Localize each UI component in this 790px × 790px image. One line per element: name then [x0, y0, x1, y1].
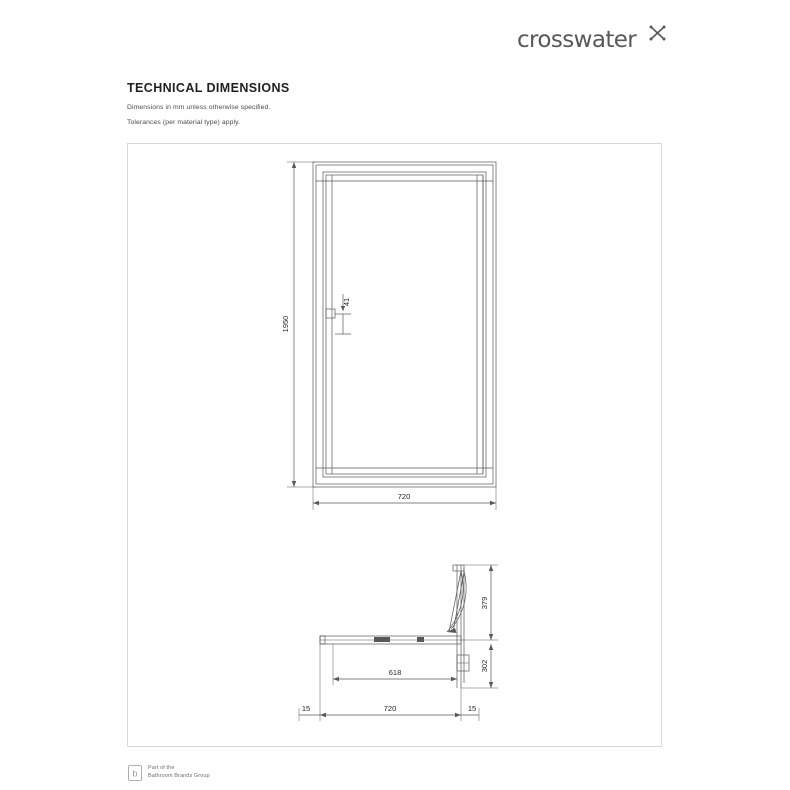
dim-height-1950: 1950 [281, 315, 290, 333]
footer-line-1: Part of the [148, 765, 175, 771]
dim-detail-41: 41 [342, 297, 351, 307]
footer-line-2: Bathroom Brands Group [148, 773, 210, 779]
page-title: TECHNICAL DIMENSIONS [127, 81, 290, 95]
x-cross-icon [647, 23, 669, 45]
dim-left-offset-15: 15 [301, 704, 311, 713]
brand-logo [517, 27, 667, 61]
dim-width-720: 720 [397, 492, 411, 501]
dimensions-note: Dimensions in mm unless otherwise specified. [127, 104, 271, 111]
dim-right-offset-15: 15 [467, 704, 477, 713]
tolerances-note: Tolerances (per material type) apply. [127, 119, 241, 126]
dim-inner-width-618: 618 [388, 668, 402, 677]
bathroom-brands-b-icon [128, 765, 142, 781]
dim-inner-depth-302: 302 [480, 659, 489, 673]
footer [128, 765, 328, 787]
svg-text:b: b [132, 768, 138, 779]
brand-name: crosswater [517, 27, 637, 53]
dim-depth-379: 379 [480, 596, 489, 610]
dim-overall-width-720: 720 [383, 704, 397, 713]
technical-drawing [127, 143, 662, 747]
